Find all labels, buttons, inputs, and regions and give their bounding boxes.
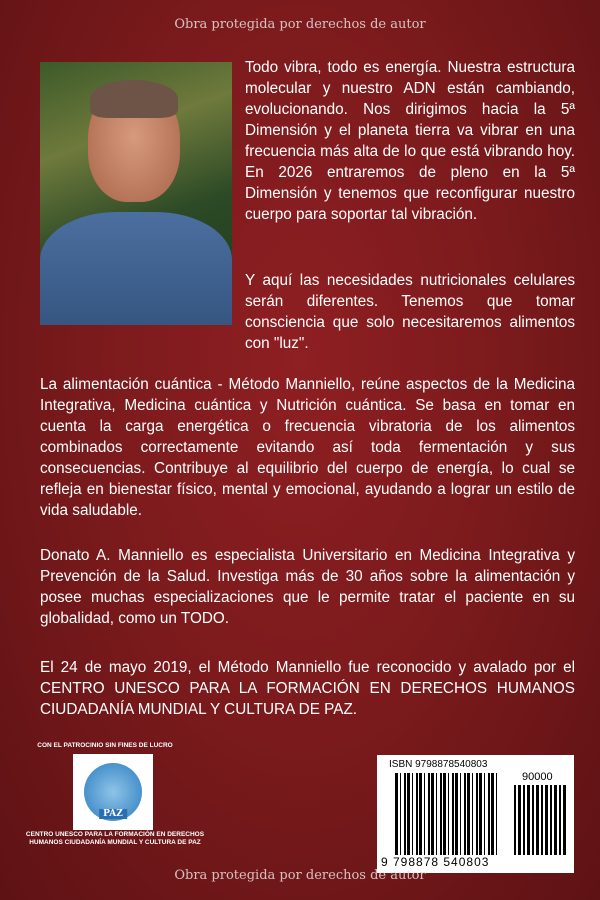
paragraph-author: Donato A. Manniello es especialista Universitario en Medicina Integrativa y Prevención de la Salud. Investiga más de 30 años sobre la alimentación y posee muchas especializaciones que le permite tratar el paciente en su globalidad, como un TODO. (40, 547, 575, 627)
barcode-digits: 9 798878 540803 (381, 855, 490, 869)
unesco-paz-logo (73, 754, 153, 830)
watermark-bottom: Obra protegida por derechos de autor (174, 868, 426, 883)
isbn-label: ISBN 9798878540803 (389, 759, 488, 770)
sponsor-caption: CON EL PATROCINIO SIN FINES DE LUCRO (37, 742, 173, 749)
barcode-addon: 90000 (522, 771, 553, 783)
author-photo (40, 62, 232, 325)
sponsor-org: CENTRO UNESCO PARA LA FORMACIÓN EN DERECHOS HUMANOS CIUDADANÍA MUNDIAL Y CULTURA DE PAZ (25, 831, 205, 846)
logo-text: PAZ (99, 809, 127, 819)
paragraph-recognition: El 24 de mayo 2019, el Método Manniello fue reconocido y avalado por el CENTRO UNESCO PARA LA FORMACIÓN EN DERECHOS HUMANOS CIUDADANÍA MUNDIAL Y CULTURA DE PAZ. (40, 659, 575, 718)
paragraph-method: La alimentación cuántica - Método Manniello, reúne aspectos de la Medicina Integrativa, Medicina cuántica y Nutrición cuántica. Se basa en tomar en cuenta la carga energética o frecuencia vibratoria de los alimentos combinados correctamente evitando así toda fermentación y sus consecuencias. Contribuye al equilibrio del cuerpo de energía, lo cual se refleja en bienestar físico, mental y emocional, ayudando a lograr un estilo de vida saludable. (40, 376, 575, 519)
addon-bars (514, 785, 566, 855)
paragraph-intro: Todo vibra, todo es energía. Nuestra estructura molecular y nuestro ADN están cambiando, evolucionando. Nos dirigimos hacia la 5ª Dimensión y el planeta tierra va vibrar en una frecuencia más alta de lo que está vibrando hoy. En 2026 entraremos de pleno en la 5ª Dimensión y tenemos que reconfigurar nuestro cuerpo para soportar tal vibración. (245, 59, 575, 223)
watermark-top: Obra protegida por derechos de autor (174, 17, 426, 32)
paragraph-nutrition: Y aquí las necesidades nutricionales celulares serán diferentes. Tenemos que tomar consciencia que solo necesitaremos alimentos con "luz". (245, 272, 575, 352)
barcode (377, 755, 574, 873)
barcode-bars (395, 773, 497, 855)
